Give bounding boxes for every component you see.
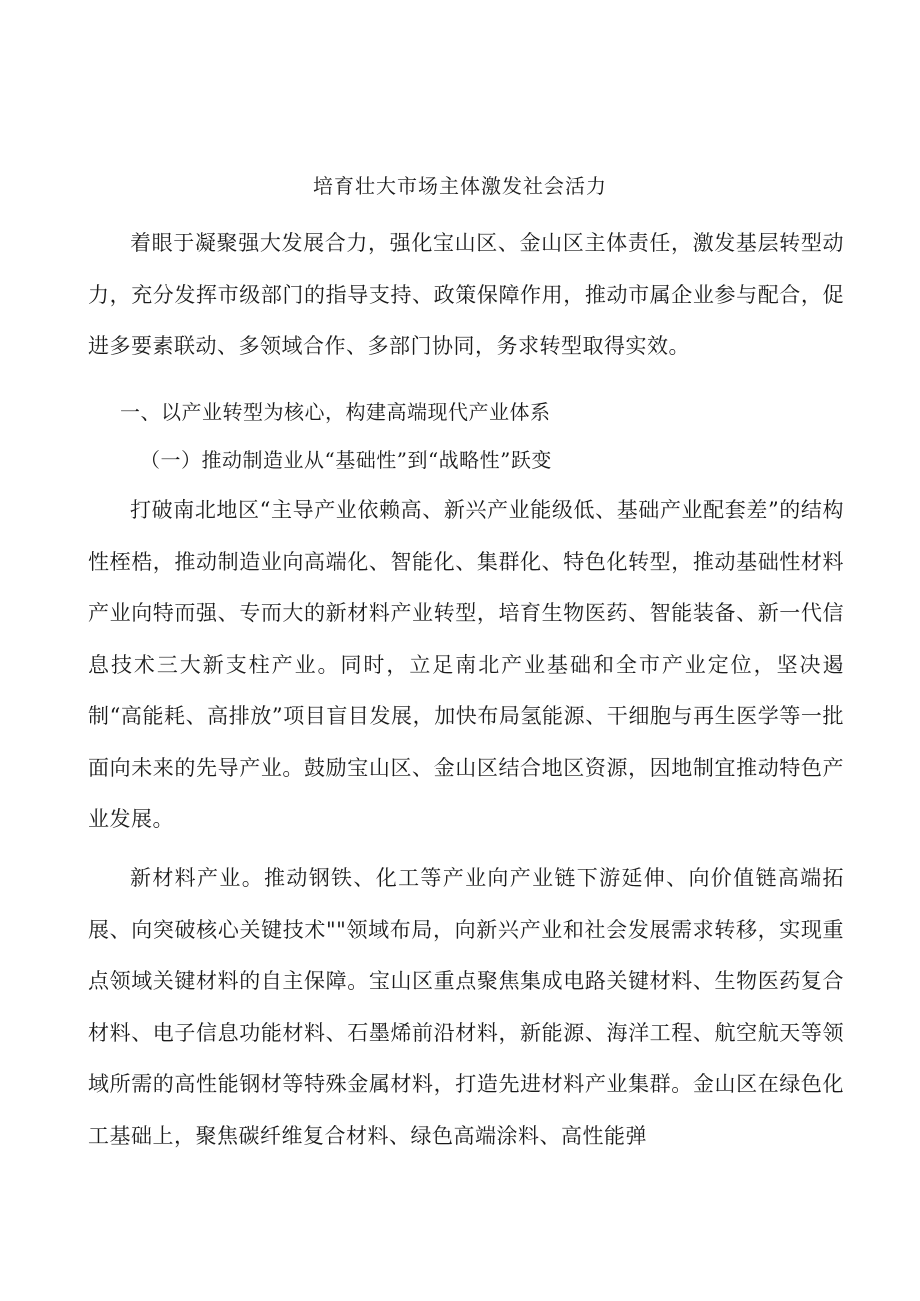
section-heading: 一、以产业转型为核心，构建高端现代产业体系 (120, 400, 551, 424)
manufacturing-paragraph: 打破南北地区“主导产业依赖高、新兴产业能级低、基础产业配套差”的结构性桎梏，推动制造业向高端化、智能化、集群化、特色化转型，推动基础性材料产业向特而强、专而大的新材料产业转型，培育生物医药、智能装备、新一代信息技术三大新支柱产业。同时，立足南北产业基础和全市产业定位，坚决遏制“高能耗、高排放”项目盲目发展，加快布局氢能源、干细胞与再生医学等一批面向未来的先导产业。鼓励宝山区、金山区结合地区资源，因地制宜推动特色产业发展。 (88, 498, 844, 831)
document-title: 培育壮大市场主体激发社会活力 (313, 174, 607, 198)
new-materials-paragraph: 新材料产业。推动钢铁、化工等产业向产业链下游延伸、向价值链高端拓展、向突破核心关键技术""领域布局，向新兴产业和社会发展需求转移，实现重点领域关键材料的自主保障。宝山区重点聚焦集成电路关键材料、生物医药复合材料、电子信息功能材料、石墨烯前沿材料，新能源、海洋工程、航空航天等领域所需的高性能钢材等特殊金属材料，打造先进材料产业集群。金山区在绿色化工基础上，聚焦碳纤维复合材料、绿色高端涂料、高性能弹 (88, 866, 844, 1148)
intro-paragraph: 着眼于凝聚强大发展合力，强化宝山区、金山区主体责任，激发基层转型动力，充分发挥市级部门的指导支持、政策保障作用，推动市属企业参与配合，促进多要素联动、多领域合作、多部门协同，务求转型取得实效。 (88, 231, 844, 358)
subsection-heading: （一）推动制造业从“基础性”到“战略性”跃变 (140, 448, 552, 472)
